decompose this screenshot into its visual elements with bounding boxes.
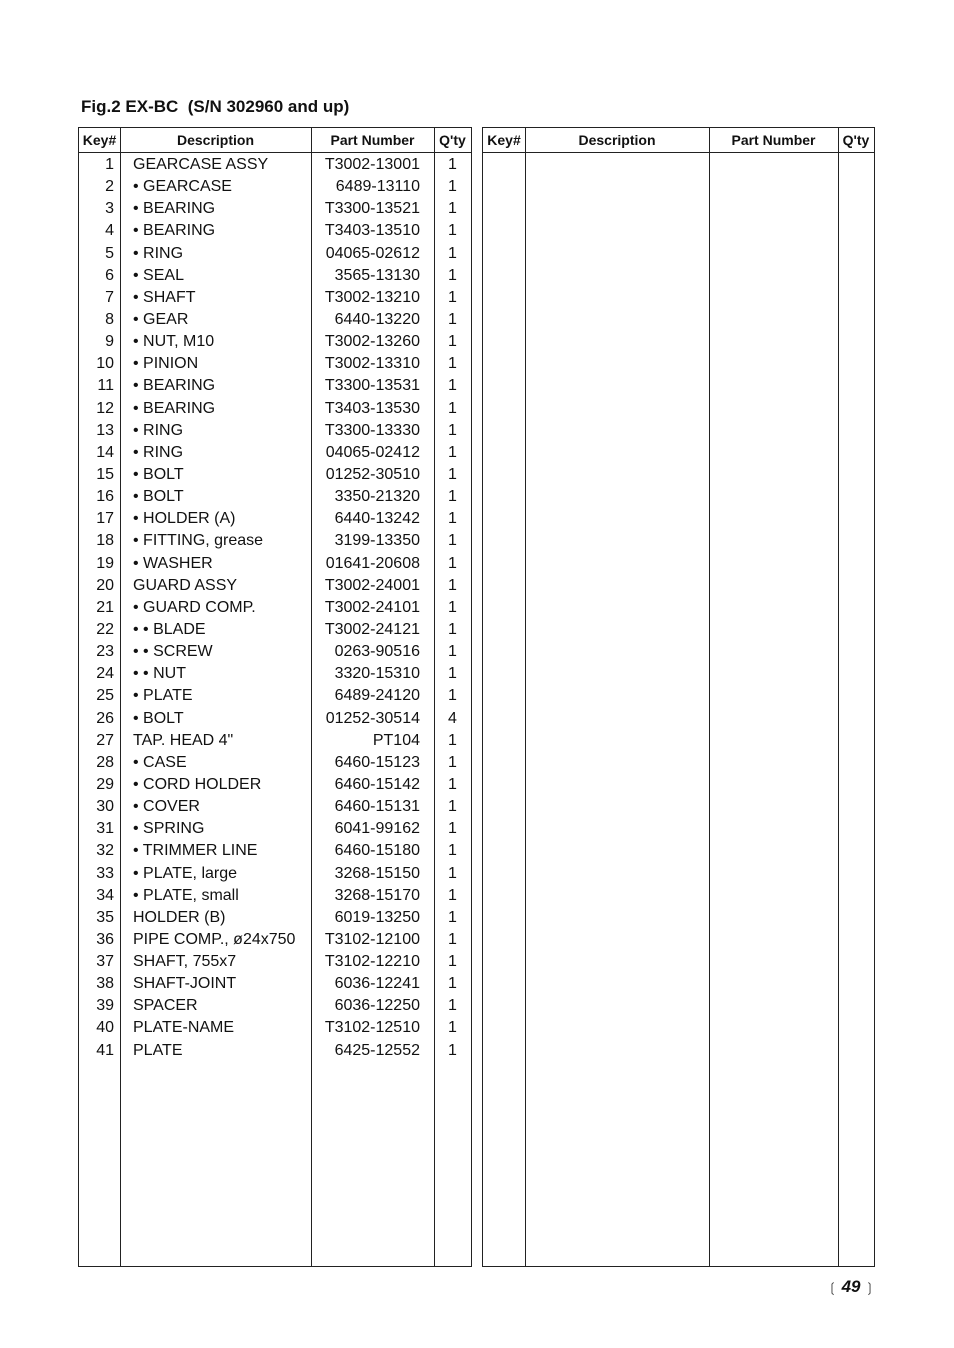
row-description: • GEAR: [133, 310, 189, 328]
row-description: GEARCASE ASSY: [133, 156, 269, 173]
table-row: [79, 398, 471, 420]
row-qty: 1: [448, 355, 457, 373]
row-qty: 1: [448, 731, 457, 749]
column-divider: [838, 128, 839, 1266]
row-part-number: 6019-13250: [334, 908, 420, 926]
table-row: [79, 885, 471, 907]
row-part-number: 3199-13350: [334, 532, 420, 550]
row-key: 24: [96, 665, 114, 683]
row-part-number: T3002-13260: [324, 333, 420, 351]
table-row: [79, 973, 471, 995]
table-row: [79, 708, 471, 730]
table-row: [79, 442, 471, 464]
row-part-number: 01641-20608: [325, 554, 420, 572]
row-qty: 1: [448, 1041, 457, 1059]
row-part-number: T3300-13531: [324, 377, 420, 395]
row-part-number: T3002-13210: [324, 288, 420, 306]
table-row: [79, 265, 471, 287]
table-row: [79, 995, 471, 1017]
row-key: 12: [96, 399, 114, 417]
row-description: • RING: [133, 244, 184, 262]
row-key: 21: [96, 598, 114, 616]
row-part-number: T3002-24121: [324, 620, 420, 638]
table-row: [79, 420, 471, 442]
row-qty: 1: [448, 266, 457, 284]
row-description: • TRIMMER LINE: [133, 842, 258, 860]
row-qty: 1: [448, 687, 457, 705]
row-key: 13: [96, 421, 114, 439]
row-key: 10: [96, 355, 114, 373]
table-row: [79, 685, 471, 707]
row-key: 37: [96, 953, 114, 971]
row-description: • SPRING: [133, 820, 205, 838]
row-qty: 1: [448, 820, 457, 838]
table-row: [79, 575, 471, 597]
row-qty: 1: [448, 598, 457, 616]
row-part-number: 3268-15150: [334, 864, 420, 882]
row-qty: 1: [448, 222, 457, 240]
table-row: [79, 508, 471, 530]
table-row: [79, 818, 471, 840]
page-title: Fig.2 EX-BC (S/N 302960 and up): [81, 97, 350, 116]
row-qty: 1: [448, 930, 457, 948]
row-key: 28: [96, 753, 114, 771]
row-description: • GUARD COMP.: [133, 598, 256, 616]
row-key: 41: [96, 1041, 114, 1059]
row-part-number: 6489-24120: [334, 687, 420, 705]
row-qty: 1: [448, 488, 457, 506]
header-key: Key#: [487, 132, 521, 148]
row-description: PIPE COMP., ø24x750: [133, 930, 296, 948]
parts-rows: [79, 154, 471, 1062]
row-part-number: T3102-12100: [324, 930, 420, 948]
table-row: [79, 774, 471, 796]
row-description: • PLATE, small: [133, 886, 239, 904]
row-description: • FITTING, grease: [133, 532, 264, 550]
row-description: SHAFT, 755x7: [133, 953, 237, 971]
row-key: 14: [96, 443, 114, 461]
row-key: 20: [96, 576, 114, 594]
table-row: [79, 597, 471, 619]
table-row: [79, 619, 471, 641]
header-divider: [483, 152, 874, 153]
row-part-number: 6460-15123: [334, 753, 420, 771]
row-key: 15: [96, 465, 114, 483]
row-part-number: 6460-15142: [334, 775, 420, 793]
row-part-number: 6440-13242: [334, 510, 420, 528]
row-qty: 1: [448, 532, 457, 550]
column-divider: [525, 128, 526, 1266]
row-description: • SEAL: [133, 266, 184, 284]
row-key: 6: [105, 266, 114, 284]
row-description: • BOLT: [133, 465, 184, 483]
row-description: PLATE-NAME: [133, 1019, 235, 1037]
table-row: [79, 796, 471, 818]
row-qty: 1: [448, 443, 457, 461]
row-key: 3: [105, 200, 114, 218]
row-key: 5: [105, 244, 114, 262]
row-part-number: 04065-02612: [325, 244, 420, 262]
row-qty: 1: [448, 200, 457, 218]
row-part-number: T3002-24001: [324, 576, 420, 594]
row-key: 34: [96, 886, 114, 904]
row-part-number: T3002-24101: [324, 598, 420, 616]
table-row: [79, 863, 471, 885]
row-key: 25: [96, 687, 114, 705]
row-description: • • SCREW: [133, 643, 213, 661]
row-description: SHAFT-JOINT: [133, 975, 237, 993]
table-row: [79, 353, 471, 375]
row-part-number: 6041-99162: [334, 820, 420, 838]
table-row: [79, 375, 471, 397]
row-qty: 1: [448, 310, 457, 328]
table-row: [79, 907, 471, 929]
row-part-number: 0263-90516: [334, 643, 420, 661]
row-key: 7: [105, 288, 114, 306]
row-description: • RING: [133, 421, 184, 439]
row-qty: 1: [448, 975, 457, 993]
page-number: ❲ 49 ❳: [827, 1277, 875, 1296]
table-row: [79, 486, 471, 508]
row-key: 4: [105, 222, 114, 240]
column-divider: [709, 128, 710, 1266]
row-key: 16: [96, 488, 114, 506]
row-key: 11: [97, 377, 114, 395]
row-key: 18: [96, 532, 114, 550]
row-part-number: 3268-15170: [334, 886, 420, 904]
row-qty: 1: [448, 842, 457, 860]
header-part-number: Part Number: [731, 132, 816, 148]
row-qty: 1: [448, 178, 457, 196]
row-key: 38: [96, 975, 114, 993]
row-description: • WASHER: [133, 554, 213, 572]
row-description: PLATE: [133, 1041, 183, 1059]
row-description: • HOLDER (A): [133, 510, 236, 528]
table-row: [79, 951, 471, 973]
parts-table-right: [482, 127, 875, 1267]
row-qty: 1: [448, 908, 457, 926]
row-part-number: T3300-13521: [324, 200, 420, 218]
table-row: [79, 730, 471, 752]
row-key: 26: [96, 709, 114, 727]
row-key: 9: [105, 333, 114, 351]
row-description: • PLATE, large: [133, 864, 238, 882]
row-part-number: T3403-13510: [324, 222, 420, 240]
row-description: TAP. HEAD 4": [133, 731, 234, 749]
row-part-number: 6460-15180: [334, 842, 420, 860]
row-part-number: 3320-15310: [334, 665, 420, 683]
row-part-number: 6036-12241: [334, 975, 420, 993]
table-row: [79, 176, 471, 198]
row-part-number: T3002-13001: [324, 156, 420, 173]
row-key: 35: [96, 908, 114, 926]
table-row: [79, 309, 471, 331]
row-qty: 1: [448, 643, 457, 661]
row-key: 8: [105, 310, 114, 328]
row-part-number: T3102-12210: [324, 953, 420, 971]
row-description: • RING: [133, 443, 184, 461]
row-key: 29: [96, 775, 114, 793]
row-description: • SHAFT: [133, 288, 196, 306]
row-description: • PINION: [133, 355, 199, 373]
row-description: • BOLT: [133, 488, 184, 506]
row-qty: 1: [448, 864, 457, 882]
row-key: 40: [96, 1019, 114, 1037]
table-row: [79, 1017, 471, 1039]
row-part-number: 3350-21320: [334, 488, 420, 506]
row-key: 23: [96, 643, 114, 661]
row-description: SPACER: [133, 997, 198, 1015]
row-part-number: 3565-13130: [334, 266, 420, 284]
row-key: 1: [105, 156, 114, 173]
row-key: 2: [105, 178, 114, 196]
row-description: • PLATE: [133, 687, 193, 705]
row-description: • CASE: [133, 753, 187, 771]
row-part-number: T3102-12510: [324, 1019, 420, 1037]
row-qty: 1: [448, 465, 457, 483]
row-qty: 1: [448, 997, 457, 1015]
table-row: [79, 243, 471, 265]
row-description: HOLDER (B): [133, 908, 226, 926]
row-part-number: 6440-13220: [334, 310, 420, 328]
table-row: [79, 331, 471, 353]
row-qty: 1: [448, 288, 457, 306]
row-key: 36: [96, 930, 114, 948]
row-description: • • NUT: [133, 665, 186, 683]
table-row: [79, 464, 471, 486]
header-divider: [79, 152, 471, 153]
row-description: • COVER: [133, 798, 200, 816]
row-key: 39: [96, 997, 114, 1015]
header-qty: Q'ty: [842, 132, 870, 148]
row-part-number: T3300-13330: [324, 421, 420, 439]
header-key: Key#: [82, 132, 117, 148]
row-qty: 1: [448, 886, 457, 904]
header-description: Description: [578, 132, 656, 148]
row-key: 27: [96, 731, 114, 749]
table-row: [79, 154, 471, 176]
table-row: [79, 553, 471, 575]
row-key: 17: [96, 510, 114, 528]
row-key: 22: [96, 620, 114, 638]
row-qty: 1: [448, 421, 457, 439]
row-key: 32: [96, 842, 114, 860]
table-row: [79, 1040, 471, 1062]
row-key: 30: [96, 798, 114, 816]
row-qty: 1: [448, 753, 457, 771]
row-key: 19: [96, 554, 114, 572]
row-part-number: PT104: [372, 731, 420, 749]
row-qty: 1: [448, 665, 457, 683]
row-qty: 4: [448, 709, 457, 727]
row-description: • GEARCASE: [133, 178, 232, 196]
row-key: 31: [96, 820, 114, 838]
row-qty: 1: [448, 399, 457, 417]
row-qty: 1: [448, 510, 457, 528]
row-description: • BEARING: [133, 200, 216, 218]
table-row: [79, 663, 471, 685]
row-description: • • BLADE: [133, 620, 206, 638]
table-row: [79, 752, 471, 774]
row-qty: 1: [448, 333, 457, 351]
row-qty: 1: [448, 1019, 457, 1037]
table-row: [79, 220, 471, 242]
row-qty: 1: [448, 798, 457, 816]
row-part-number: 01252-30514: [325, 709, 420, 727]
row-part-number: 6460-15131: [334, 798, 420, 816]
page-number-value: 49: [841, 1277, 861, 1296]
row-qty: 1: [448, 244, 457, 262]
row-part-number: 6425-12552: [334, 1041, 420, 1059]
header-qty: Q'ty: [439, 132, 466, 148]
row-qty: 1: [448, 377, 457, 395]
parts-table-left: [78, 127, 472, 1267]
row-qty: 1: [448, 576, 457, 594]
table-row: [79, 840, 471, 862]
row-description: • BEARING: [133, 377, 216, 395]
row-key: 33: [96, 864, 114, 882]
table-row: [79, 929, 471, 951]
row-description: GUARD ASSY: [133, 576, 238, 594]
row-part-number: 6489-13110: [335, 178, 420, 196]
table-row: [79, 530, 471, 552]
table-row: [79, 641, 471, 663]
row-part-number: 01252-30510: [325, 465, 420, 483]
row-part-number: T3002-13310: [324, 355, 420, 373]
row-qty: 1: [448, 554, 457, 572]
row-qty: 1: [448, 156, 457, 173]
header-part-number: Part Number: [330, 132, 415, 148]
header-description: Description: [176, 132, 254, 148]
row-description: • BEARING: [133, 399, 216, 417]
row-part-number: 6036-12250: [334, 997, 420, 1015]
row-qty: 1: [448, 775, 457, 793]
row-description: • BOLT: [133, 709, 184, 727]
row-qty: 1: [448, 620, 457, 638]
table-row: [79, 198, 471, 220]
row-description: • CORD HOLDER: [133, 775, 262, 793]
row-part-number: T3403-13530: [324, 399, 420, 417]
row-description: • NUT, M10: [133, 333, 215, 351]
row-part-number: 04065-02412: [325, 443, 420, 461]
row-description: • BEARING: [133, 222, 216, 240]
table-row: [79, 287, 471, 309]
row-qty: 1: [448, 953, 457, 971]
